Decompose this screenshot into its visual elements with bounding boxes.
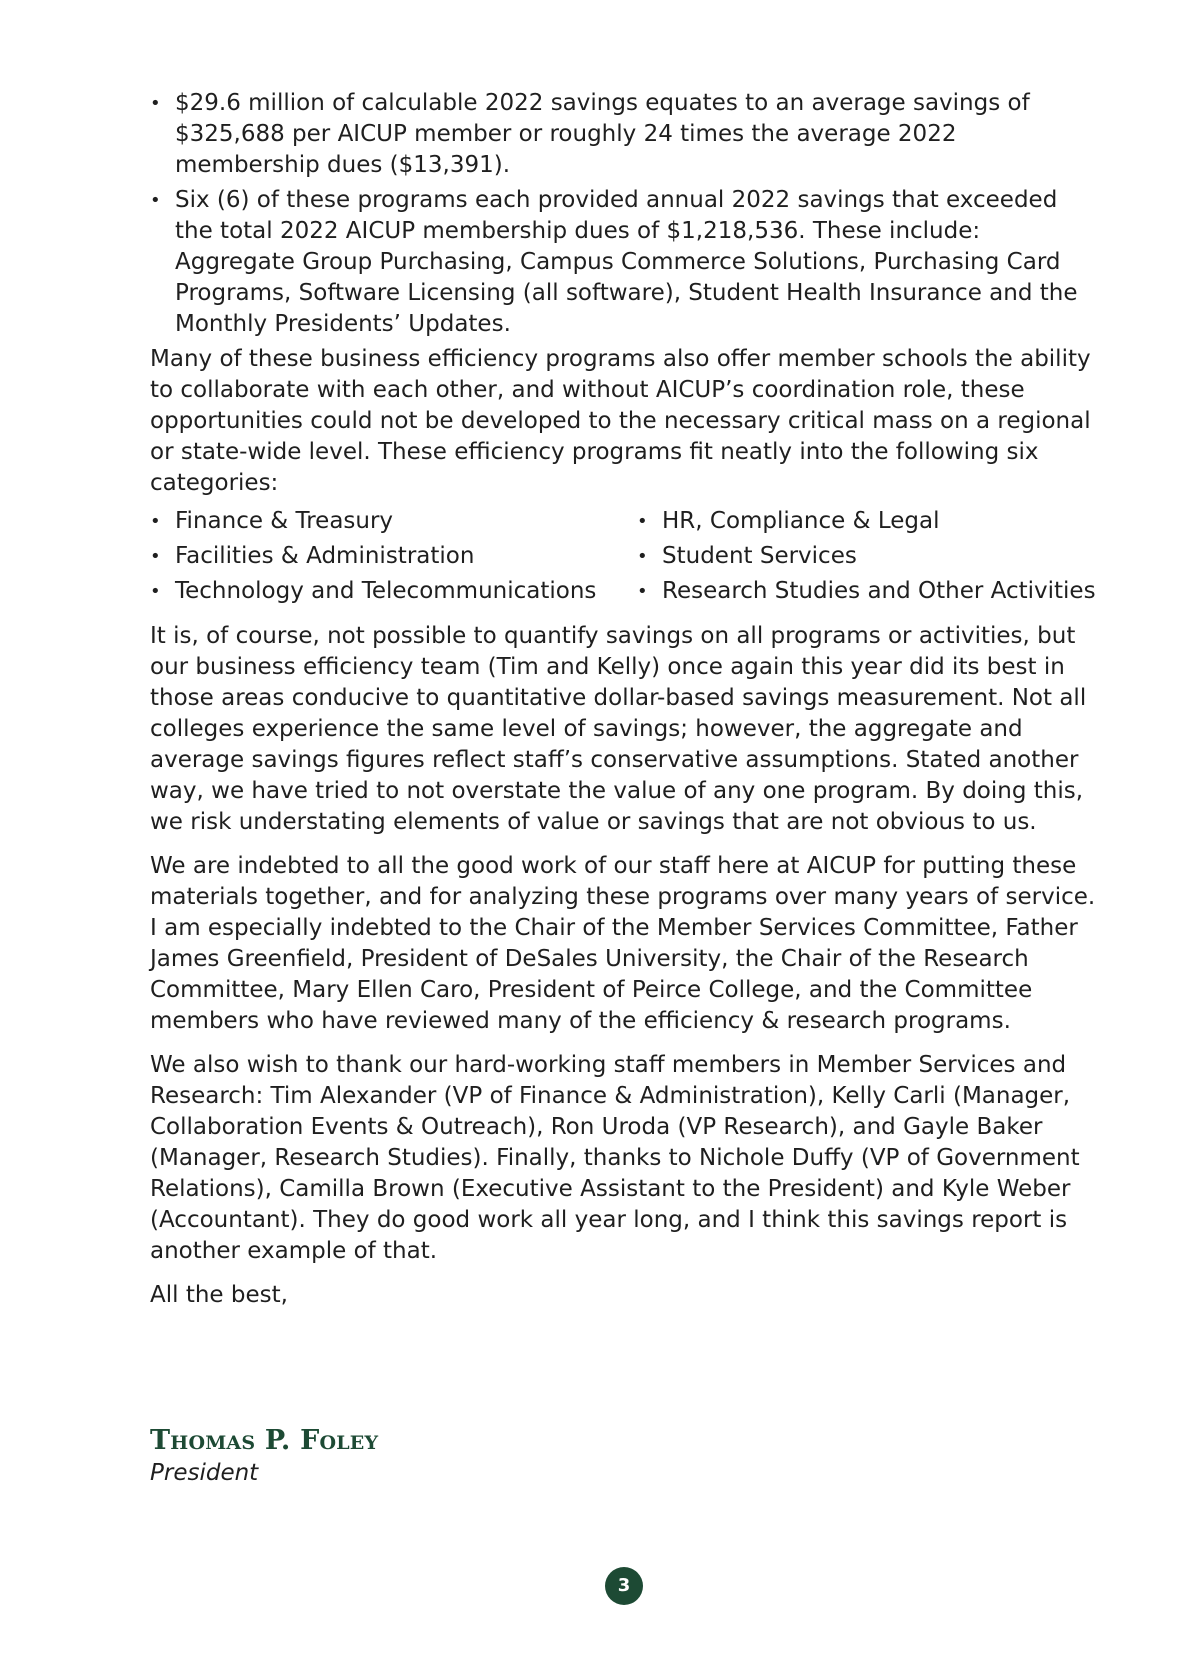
- categories-list: [150, 506, 1100, 611]
- list-item: • Six (6) of these programs each provided annual 2022 savings that exceeded the total 2022 AICUP membership dues of $1,218,536. These include: Aggregate Group Purchasing, Campus Commerce Solutions, Purchasing Card Programs, Software Licensing (all software), Student Health Insurance and the Monthly Presidents’ Updates.: [150, 185, 1100, 340]
- signature-title: President: [150, 1460, 259, 1486]
- thanks-paragraph: We also wish to thank our hard-working staff members in Member Services and Research: Tim Alexander (VP of Finance & Administration), Kelly Carli (Manager, Collaboration Events & Outreach), Ron Uroda (VP Research), and Gayle Baker (Manager, Research Studies). Finally, thanks to Nichole Duffy (VP of Government Relations), Camilla Brown (Executive Assistant to the President) and Kyle Weber (Accountant). They do good work all year long, and I think this savings report is another example of that.: [150, 1052, 1080, 1264]
- category-item: • Facilities & Administration: [150, 541, 637, 572]
- category-item: • HR, Compliance & Legal: [637, 506, 1100, 537]
- category-item: • Student Services: [637, 541, 1100, 572]
- page-number-badge: 3: [605, 1567, 643, 1605]
- list-item: • $29.6 million of calculable 2022 savings equates to an average savings of $325,688 per AICUP member or roughly 24 times the average 2022 membership dues ($13,391).: [150, 88, 1100, 181]
- letter-body: [150, 88, 1100, 1311]
- intro-paragraph: Many of these business efficiency programs also offer member schools the ability to collaborate with each other, and without AICUP’s coordination role, these opportunities could not be developed to the necessary critical mass on a regional or state-wide level. These efficiency programs fit neatly into the following six categories:: [150, 346, 1091, 496]
- categories-left-column: [150, 506, 637, 611]
- signature-block: [150, 1424, 378, 1488]
- indebted-paragraph: We are indebted to all the good work of our staff here at AICUP for putting these materials together, and for analyzing these programs over many years of service. I am especially indebted to the Chair of the Member Services Committee, Father James Greenfield, President of DeSales University, the Chair of the Research Committee, Mary Ellen Caro, President of Peirce College, and the Committee members who have reviewed many of the efficiency & research programs.: [150, 853, 1096, 1034]
- savings-paragraph: It is, of course, not possible to quantify savings on all programs or activities, but our business efficiency team (Tim and Kelly) once again this year did its best in those areas conducive to quantitative dollar-based savings measurement. Not all colleges experience the same level of savings; however, the aggregate and average savings figures reflect staff’s conservative assumptions. Stated another way, we have tried to not overstate the value of any one program. By doing this, we risk understating elements of value or savings that are not obvious to us.: [150, 623, 1087, 835]
- closing-line: All the best,: [150, 1282, 288, 1308]
- category-item: • Finance & Treasury: [150, 506, 637, 537]
- savings-bullet-list: [150, 88, 1100, 340]
- signature-name: Thomas P. Foley: [150, 1425, 379, 1456]
- category-item: • Technology and Telecommunications: [150, 576, 637, 607]
- category-item: • Research Studies and Other Activities: [637, 576, 1100, 607]
- categories-right-column: [637, 506, 1100, 611]
